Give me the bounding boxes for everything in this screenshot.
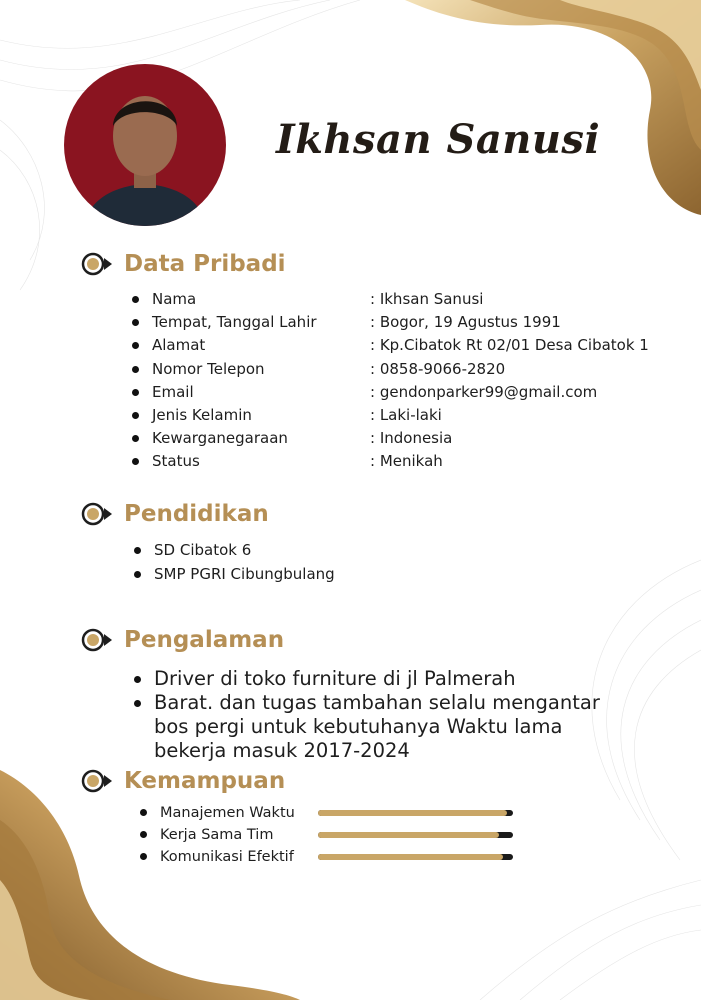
personal-data-item [132,450,649,473]
profile-photo [64,64,226,226]
personal-data-value: : Ikhsan Sanusi [370,290,484,308]
personal-data-item [132,334,649,357]
personal-data-label: Email [152,382,194,401]
skill-item [140,802,318,824]
personal-data-item [132,404,649,427]
skill-label: Kerja Sama Tim [160,827,274,843]
experience-text: Driver di toko furniture di jl Palmerah [154,667,516,690]
personal-data-list [132,288,649,474]
personal-data-label: Status [152,452,200,471]
skill-label: Komunikasi Efektif [160,849,294,865]
person-silhouette-icon [64,64,226,226]
skill-item [140,824,318,846]
section-education-header [80,501,269,527]
section-bullet-icon [80,628,116,652]
personal-data-item [132,358,649,381]
personal-data-label: Kewarganegaraan [152,429,288,448]
section-experience-title: Pengalaman [124,627,285,653]
section-skills-header [80,768,285,794]
skill-level-fill [318,810,507,816]
experience-text: Barat. dan tugas tambahan selalu mengantar bos pergi untuk kebutuhanya Waktu lama bekerja masuk 2017-2024 [154,691,600,762]
section-bullet-icon [80,769,116,793]
skill-level-fill [318,832,499,838]
personal-data-item [132,427,649,450]
skill-level-bar [318,832,513,838]
education-list [134,538,335,586]
personal-data-value: : Laki-laki [370,405,442,424]
personal-data-value: : gendonparker99@gmail.com [370,382,598,401]
education-item [134,538,335,562]
personal-data-item [132,311,649,334]
section-personal-title: Data Pribadi [124,251,286,277]
section-bullet-icon [80,502,116,526]
personal-data-item [132,381,649,404]
section-education-title: Pendidikan [124,501,269,527]
experience-list [134,667,624,763]
personal-data-item [132,288,649,311]
section-experience-header [80,627,284,653]
personal-data-value: : Indonesia [370,429,453,448]
education-item [134,562,335,586]
section-skills-title: Kemampuan [124,768,286,794]
personal-data-value: : Bogor, 19 Agustus 1991 [370,313,561,332]
education-text: SMP PGRI Cibungbulang [154,565,335,583]
education-text: SD Cibatok 6 [154,541,252,559]
skill-level-fill [318,854,503,860]
skill-level-bar [318,854,513,860]
personal-data-value: : Menikah [370,452,443,471]
personal-data-label: Nama [152,290,197,308]
section-bullet-icon [80,252,116,276]
experience-item [134,691,624,763]
personal-data-value: : 0858-9066-2820 [370,359,506,378]
skill-label: Manajemen Waktu [160,805,295,821]
skill-level-bar [318,810,513,816]
personal-data-label: Jenis Kelamin [152,405,252,424]
skills-list [140,802,318,868]
personal-data-label: Tempat, Tanggal Lahir [152,313,317,332]
skill-item [140,846,318,868]
personal-data-label: Alamat [152,336,206,355]
personal-data-label: Nomor Telepon [152,359,265,378]
section-personal-header [80,251,286,277]
personal-data-value: : Kp.Cibatok Rt 02/01 Desa Cibatok 1 [370,336,649,355]
profile-name: Ikhsan Sanusi [276,116,601,163]
experience-item [134,667,624,691]
